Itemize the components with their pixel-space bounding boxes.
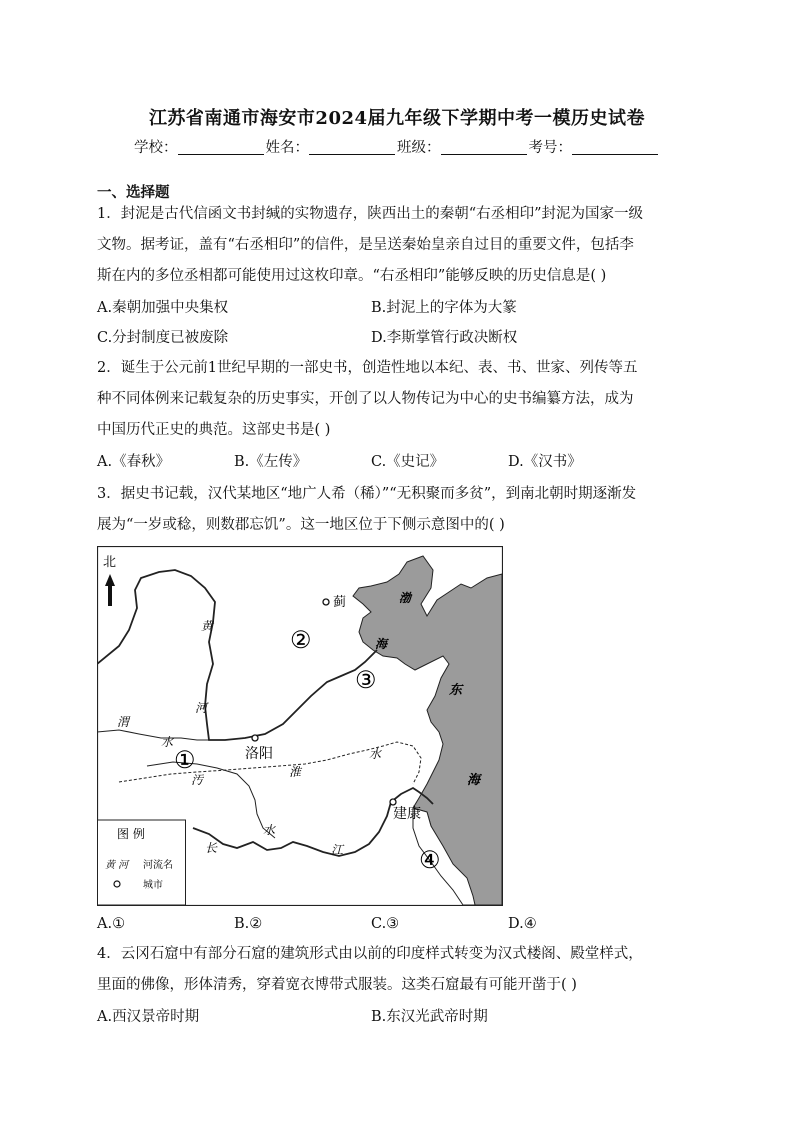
yangtze-char-2: 江 [331, 843, 344, 857]
question-2-line-2: 种不同体例来记载复杂的历史事实，开创了以人物传记为中心的史书编纂方法，成为 [97, 391, 634, 407]
question-1-line-2: 文物。据考证，盖有“右丞相印”的信件，是呈送秦始皇亲自过目的重要文件，包括李 [97, 237, 634, 253]
yangtze-char-1: 长 [205, 841, 218, 855]
question-3-option-d[interactable]: D.④ [508, 916, 537, 932]
question-4-option-a[interactable]: A.西汉景帝时期 [97, 1009, 200, 1025]
question-1-option-b[interactable]: B.封泥上的字体为大篆 [371, 300, 517, 316]
question-1-line-3: 斯在内的多位丞相都可能使用过这枚印章。“右丞相印”能够反映的历史信息是( ) [97, 268, 607, 284]
school-label: 学校： [134, 140, 178, 156]
question-4-option-b[interactable]: B.东汉光武帝时期 [371, 1009, 488, 1025]
yellow-river-char-1: 黄 [201, 619, 214, 633]
question-3-option-c[interactable]: C.③ [371, 916, 400, 932]
question-2-option-b[interactable]: B.《左传》 [234, 454, 308, 470]
name-label: 姓名： [265, 140, 309, 156]
page-title: 江苏省南通市海安市2024届九年级下学期中考一模历史试卷 [148, 108, 646, 129]
question-4-line-1: 4．云冈石窟中有部分石窟的建筑形式由以前的印度样式转变为汉式楼阁、殿堂样式， [97, 946, 643, 962]
north-label: 北 [103, 555, 117, 570]
city-ji-dot [323, 599, 329, 605]
question-3-option-a[interactable]: A.① [97, 916, 126, 932]
question-2-option-a[interactable]: A.《春秋》 [97, 454, 171, 470]
wei-river-char-2: 水 [161, 735, 174, 749]
han-river-char-1: 汚 [191, 773, 204, 787]
wei-river-char-1: 渭 [117, 715, 130, 729]
city-luoyang-label: 洛阳 [245, 746, 273, 762]
question-2-line-1: 2．诞生于公元前1世纪早期的一部史书，创造性地以本纪、表、书、世家、列传等五 [97, 360, 638, 376]
marker-3: ③ [355, 666, 377, 694]
bohai-char-2: 海 [375, 637, 388, 651]
class-label: 班级： [397, 140, 441, 156]
question-3 [97, 479, 697, 541]
city-ji-label: 蓟 [333, 595, 347, 610]
bohai-char-1: 渤 [399, 591, 412, 605]
marker-4: ④ [419, 846, 441, 874]
legend-title: 图 例 [117, 827, 145, 841]
question-1-line-1: 1．封泥是古代信函文书封缄的实物遗存，陕西出土的秦朝“右丞相印”封泥为国家一级 [97, 206, 644, 222]
huai-river-char-1: 淮 [289, 765, 302, 779]
question-1-option-d[interactable]: D.李斯掌管行政决断权 [371, 330, 518, 346]
number-label: 考号： [528, 140, 572, 156]
sketch-map [97, 546, 503, 906]
question-4 [97, 939, 697, 1001]
question-2-line-3: 中国历代正史的典范。这部史书是( ) [97, 422, 331, 438]
legend-city-label: 城市 [143, 880, 163, 891]
city-jiankang-dot [390, 799, 396, 805]
number-blank [572, 140, 658, 155]
school-blank [178, 140, 264, 155]
huai-river-char-2: 水 [369, 747, 382, 761]
question-1-option-a[interactable]: A.秦朝加强中央集权 [97, 300, 229, 316]
marker-2: ② [290, 626, 312, 654]
city-luoyang-dot [252, 735, 258, 741]
city-jiankang-label: 建康 [393, 806, 421, 822]
han-river-char-2: 水 [263, 823, 276, 837]
question-2-option-d[interactable]: D.《汉书》 [508, 454, 582, 470]
question-3-option-b[interactable]: B.② [234, 916, 263, 932]
name-blank [309, 140, 395, 155]
legend-river-label: 河流名 [143, 860, 173, 871]
question-1-option-c[interactable]: C.分封制度已被废除 [97, 330, 229, 346]
question-1 [97, 199, 697, 292]
east-sea-char-1: 东 [449, 683, 463, 698]
class-blank [441, 140, 527, 155]
question-4-line-2: 里面的佛像，形体清秀，穿着宽衣博带式服装。这类石窟最有可能开凿于( ) [97, 977, 577, 993]
legend-river-sample: 黄 河 [105, 860, 129, 871]
question-3-line-1: 3．据史书记载，汉代某地区“地广人希（稀）”“无积聚而多贫”，到南北朝时期逐渐发 [97, 486, 637, 502]
legend-city-icon [114, 881, 120, 887]
question-3-line-2: 展为“一岁或稔，则数郡忘饥”。这一地区位于下侧示意图中的( ) [97, 517, 505, 533]
east-sea-char-2: 海 [467, 773, 481, 788]
question-2-option-c[interactable]: C.《史记》 [371, 454, 445, 470]
student-info-line [0, 136, 794, 157]
question-2 [97, 353, 697, 446]
marker-1: ① [174, 746, 196, 774]
yellow-river-char-2: 河 [195, 701, 208, 715]
section-heading: 一、选择题 [97, 185, 170, 201]
